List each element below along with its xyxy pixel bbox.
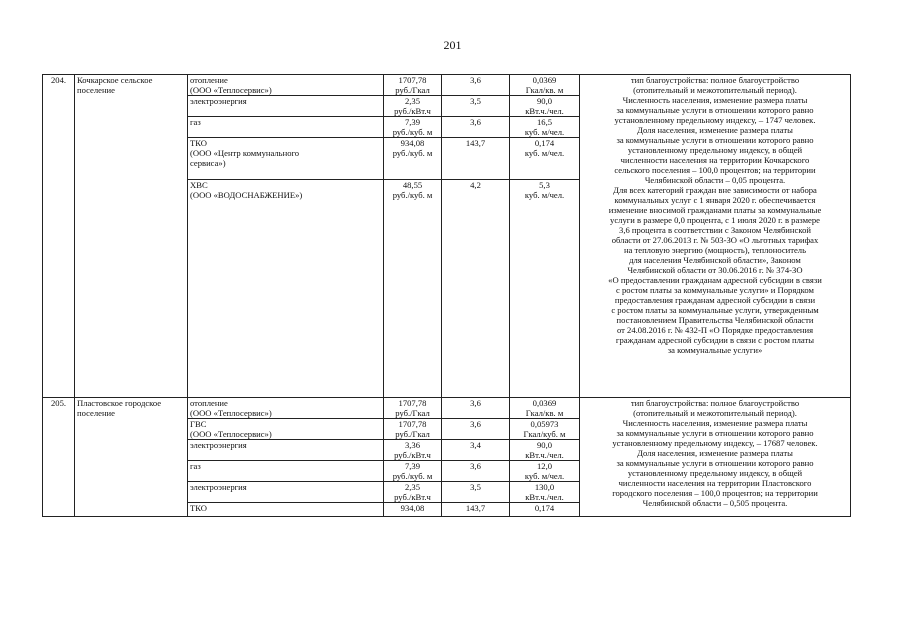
tariff-line: руб./куб. м: [392, 471, 433, 481]
volume-line: 0,0369: [532, 75, 557, 85]
note-line: предоставления гражданам адресной субсидии в связи: [614, 295, 816, 305]
tariff-line: 7,39: [404, 461, 421, 471]
note-line: изменение вносимой гражданами платы за коммунальные: [608, 205, 822, 215]
service-name-line: электроэнергия: [190, 440, 247, 450]
settlement-name: Кочкарское сельское поселение: [75, 75, 188, 398]
note-line: Численность населения, изменение размера платы: [622, 418, 808, 428]
note-line: городского поселения – 100,0 процентов; на территории: [612, 488, 818, 498]
change-percent: 143,7: [442, 503, 510, 517]
change-percent: 3,6: [442, 419, 510, 440]
note-line: коммунальных услуг с 1 января 2020 г. обеспечивается: [614, 195, 816, 205]
note-line: сельского поселения – 100,0 процентов; на территории: [614, 165, 816, 175]
tariff-line: руб./куб. м: [392, 148, 433, 158]
note-line: «О предоставлении гражданам адресной субсидии в связи: [608, 275, 822, 285]
tariff-table: [42, 74, 851, 517]
tariff-line: руб./кВт.ч: [394, 492, 431, 502]
note-line: 3,6 процента в соответствии с Законом Челябинской: [619, 225, 811, 235]
service-name: [188, 503, 384, 517]
change-percent: 143,7: [442, 138, 510, 180]
note-line: тип благоустройства: полное благоустройство: [630, 75, 800, 85]
note-line: установленному предельному индексу, в общей: [627, 468, 803, 478]
volume-line: кВт.ч./чел.: [525, 106, 564, 116]
tariff-line: руб./Гкал: [395, 429, 430, 439]
volume-line: куб. м/чел.: [524, 127, 565, 137]
service-name: [188, 440, 384, 461]
tariff-line: руб./Гкал: [395, 408, 430, 418]
volume-line: кВт.ч./чел.: [525, 492, 564, 502]
note-line: области от 27.06.2013 г. № 503-ЗО «О льготных тарифах: [611, 235, 819, 245]
note-line: численности населения на территории Пластовского: [618, 478, 812, 488]
service-name-line: (ООО «ВОДОСНАБЖЕНИЕ»): [190, 190, 303, 200]
service-name-line: отопление: [190, 75, 228, 85]
consumption-volume: [510, 503, 580, 517]
change-percent: 3,5: [442, 482, 510, 503]
service-name-line: (ООО «Центр коммунального: [190, 148, 300, 158]
volume-line: 0,174: [534, 138, 555, 148]
table-body: [43, 75, 851, 517]
volume-line: 12,0: [536, 461, 553, 471]
table-row: [43, 398, 851, 419]
note-line: от 24.08.2016 г. № 432-П «О Порядке предоставления: [616, 325, 814, 335]
tariff-line: 934,08: [400, 503, 425, 513]
consumption-volume: [510, 398, 580, 419]
service-name: [188, 461, 384, 482]
tariff-line: 1707,78: [398, 398, 427, 408]
tariff-value: [384, 117, 442, 138]
consumption-volume: [510, 138, 580, 180]
table-row: [43, 75, 851, 96]
consumption-volume: [510, 75, 580, 96]
note-line: гражданам адресной субсидии в связи с ростом платы: [615, 335, 815, 345]
change-percent: 3,6: [442, 461, 510, 482]
tariff-line: руб./Гкал: [395, 85, 430, 95]
tariff-line: руб./куб. м: [392, 127, 433, 137]
note-line: с ростом платы за коммунальные услуги» и Порядком: [616, 285, 814, 295]
tariff-value: [384, 75, 442, 96]
note-line: за коммунальные услуги в отношении которого равно: [616, 428, 814, 438]
tariff-value: [384, 138, 442, 180]
service-name-line: ХВС: [190, 180, 208, 190]
service-name-line: ТКО: [190, 138, 207, 148]
consumption-volume: [510, 419, 580, 440]
volume-line: 90,0: [536, 440, 553, 450]
note-line: тип благоустройства: полное благоустройство: [630, 398, 800, 408]
note-line: Челябинской области от 30.06.2016 г. № 374-ЗО: [627, 265, 803, 275]
tariff-line: руб./кВт.ч: [394, 106, 431, 116]
note-text: [580, 398, 851, 517]
consumption-volume: [510, 440, 580, 461]
service-name: [188, 419, 384, 440]
volume-line: 130,0: [534, 482, 555, 492]
volume-line: куб. м/чел.: [524, 471, 565, 481]
service-name-line: газ: [190, 117, 201, 127]
page-number: 201: [443, 38, 462, 52]
note-line: Доля населения, изменение размера платы: [637, 125, 793, 135]
tariff-value: [384, 503, 442, 517]
change-percent: 4,2: [442, 180, 510, 398]
volume-line: 0,0369: [532, 398, 557, 408]
volume-line: 5,3: [539, 180, 550, 190]
tariff-value: [384, 180, 442, 398]
service-name: [188, 138, 384, 180]
service-name-line: (ООО «Теплосервис»): [190, 429, 272, 439]
service-name: [188, 482, 384, 503]
note-line: Доля населения, изменение размера платы: [637, 448, 793, 458]
note-line: (отопительный и межотопительный период).: [633, 408, 797, 418]
service-name-line: (ООО «Теплосервис»): [190, 408, 272, 418]
note-line: за коммунальные услуги в отношении которого равно: [616, 458, 814, 468]
note-line: установленному предельному индексу, в общей: [627, 145, 803, 155]
change-percent: 3,4: [442, 440, 510, 461]
tariff-value: [384, 419, 442, 440]
volume-line: Гкал/куб. м: [523, 429, 566, 439]
note-line: установленному предельному индексу, – 1747 человек.: [614, 115, 816, 125]
service-name-line: ТКО: [190, 503, 207, 513]
service-name: [188, 96, 384, 117]
change-percent: 3,5: [442, 96, 510, 117]
tariff-line: 48,55: [402, 180, 423, 190]
volume-line: Гкал/кв. м: [525, 408, 564, 418]
service-name: [188, 75, 384, 96]
tariff-line: 2,35: [404, 482, 421, 492]
note-line: постановлением Правительства Челябинской области: [616, 315, 814, 325]
service-name-line: (ООО «Теплосервис»): [190, 85, 272, 95]
note-line: (отопительный и межотопительный период).: [633, 85, 797, 95]
tariff-line: 934,08: [400, 138, 425, 148]
note-text: [580, 75, 851, 398]
tariff-value: [384, 398, 442, 419]
change-percent: 3,6: [442, 398, 510, 419]
tariff-value: [384, 482, 442, 503]
service-name-line: электроэнергия: [190, 96, 247, 106]
note-line: услуги в размере 0,0 процента, с 1 июля 2020 г. в размере: [610, 215, 820, 225]
note-line: Челябинской области – 0,05 процента.: [644, 175, 786, 185]
consumption-volume: [510, 180, 580, 398]
note-line: Для всех категорий граждан вне зависимости от набора: [613, 185, 817, 195]
volume-line: 0,05973: [530, 419, 559, 429]
service-name: [188, 398, 384, 419]
note-line: за коммунальные услуги»: [667, 345, 763, 355]
volume-line: кВт.ч./чел.: [525, 450, 564, 460]
change-percent: 3,6: [442, 75, 510, 96]
service-name-line: электроэнергия: [190, 482, 247, 492]
note-line: установленному предельному индексу, – 17687 человек.: [612, 438, 818, 448]
volume-line: 90,0: [536, 96, 553, 106]
tariff-line: 1707,78: [398, 75, 427, 85]
tariff-value: [384, 96, 442, 117]
volume-line: 0,174: [534, 503, 555, 513]
service-name: [188, 117, 384, 138]
note-line: с ростом платы за коммунальные услуги, утвержденным: [611, 305, 819, 315]
volume-line: 16,5: [536, 117, 553, 127]
consumption-volume: [510, 461, 580, 482]
consumption-volume: [510, 482, 580, 503]
volume-line: Гкал/кв. м: [525, 85, 564, 95]
service-name-line: отопление: [190, 398, 228, 408]
record-number: 204.: [43, 75, 75, 398]
service-name-line: газ: [190, 461, 201, 471]
service-name: [188, 180, 384, 398]
service-name-line: ГВС: [190, 419, 207, 429]
note-line: на тепловую энергию (мощность), теплоноситель: [623, 245, 807, 255]
tariff-line: руб./кВт.ч: [394, 450, 431, 460]
tariff-line: 7,39: [404, 117, 421, 127]
record-number: 205.: [43, 398, 75, 517]
volume-line: куб. м/чел.: [524, 190, 565, 200]
tariff-line: 2,35: [404, 96, 421, 106]
tariff-value: [384, 461, 442, 482]
tariff-line: 3,36: [404, 440, 421, 450]
tariff-line: 1707,78: [398, 419, 427, 429]
settlement-name: Пластовское городское поселение: [75, 398, 188, 517]
tariff-value: [384, 440, 442, 461]
note-line: за коммунальные услуги в отношении которого равно: [616, 135, 814, 145]
service-name-line: сервиса»): [190, 158, 226, 168]
consumption-volume: [510, 117, 580, 138]
note-line: численности населения на территории Кочкарского: [620, 155, 810, 165]
consumption-volume: [510, 96, 580, 117]
note-line: для населения Челябинской области», Законом: [629, 255, 801, 265]
volume-line: куб. м/чел.: [524, 148, 565, 158]
note-line: за коммунальные услуги в отношении которого равно: [616, 105, 814, 115]
change-percent: 3,6: [442, 117, 510, 138]
tariff-line: руб./куб. м: [392, 190, 433, 200]
note-line: Челябинской области – 0,505 процента.: [642, 498, 788, 508]
note-line: Численность населения, изменение размера платы: [622, 95, 808, 105]
